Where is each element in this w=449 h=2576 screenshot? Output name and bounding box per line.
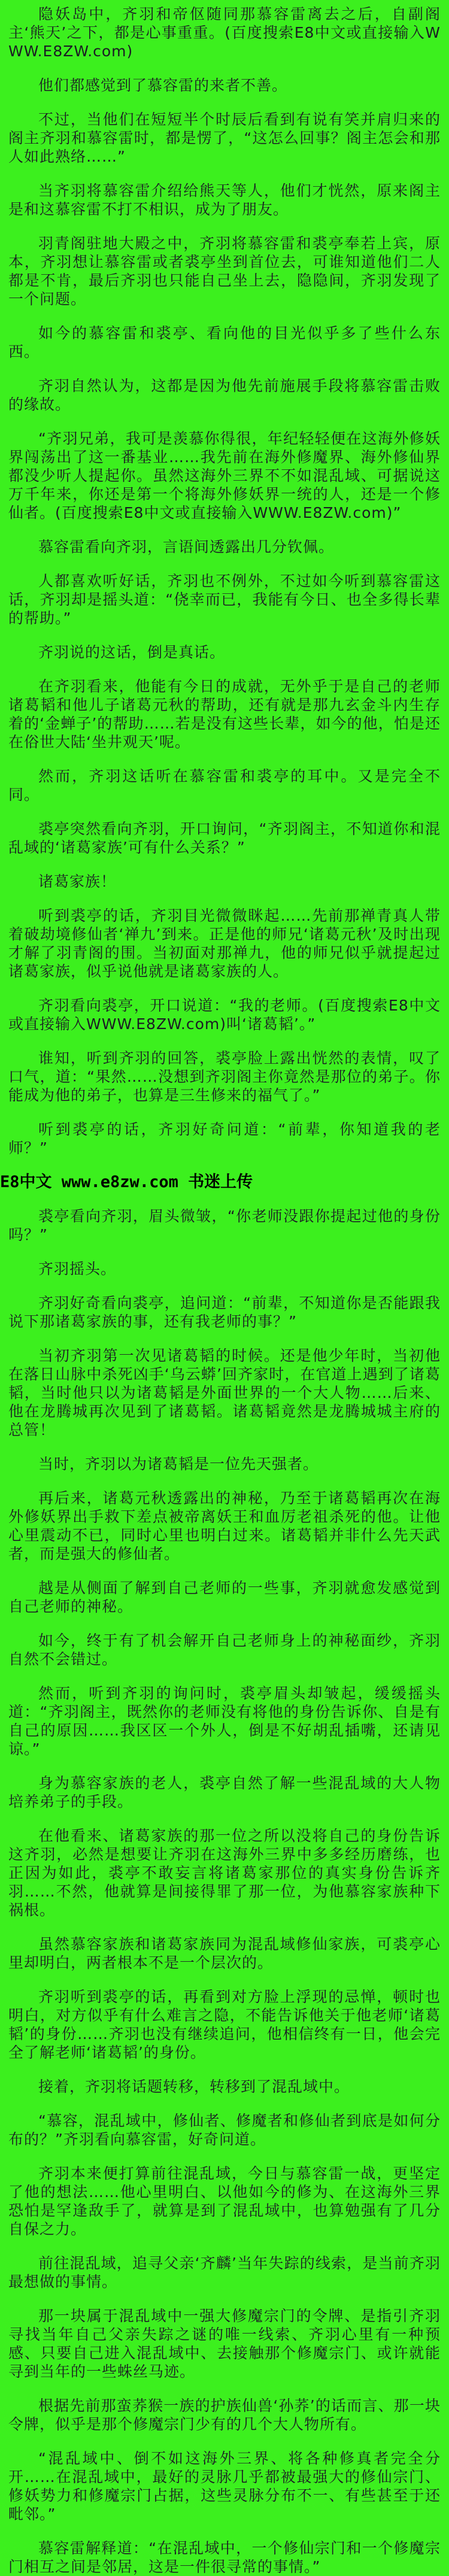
- novel-paragraph: 齐羽自然认为，这都是因为他先前施展手段将慕容雷击败的缘故。: [8, 377, 441, 413]
- novel-paragraph: 听到裘亭的话，齐羽目光微微眯起……先前那禅青真人带着破劫境修仙者‘禅九’到来。正是他的师兄‘诸葛元秋’及时出现才解了羽青阁的围。当初面对那禅九，他的师兄似乎就提起过诸葛家族，似乎说他就是诸葛家族的人。: [8, 907, 441, 980]
- novel-paragraph: 在齐羽看来，他能有今日的成就，无外乎于是自己的老师诸葛韬和他儿子诸葛元秋的帮助，还有就是那九玄金斗内生存着的‘金蝉子’的帮助……若是没有这些长辈，如今的他，怕是还在俗世大陆‘坐井观天’呢。: [8, 678, 441, 751]
- novel-paragraph: 他们都感觉到了慕容雷的来者不善。: [38, 77, 288, 94]
- novel-paragraph: 齐羽听到裘亭的话，再看到对方脸上浮现的忌惮，顿时也明白，对方似乎有什么难言之隐，不能告诉他关于他老师‘诸葛韬’的身份……齐羽也没有继续追问，他相信终有一日，他会完全了解老师‘诸葛韬’的身份。: [8, 1988, 441, 2061]
- novel-paragraph: 如今的慕容雷和裘亭、看向他的目光似乎多了些什么东西。: [8, 324, 441, 360]
- novel-paragraph: 慕容雷解释道：“在混乱域中，一个修仙宗门和一个修魔宗门相互之间是邻居，这是一件很寻常的事情。”: [8, 2539, 441, 2575]
- novel-paragraph: 谁知，听到齐羽的回答，裘亭脸上露出恍然的表情，叹了口气，道：“果然……没想到齐羽阁主你竟然是那位的弟子。你能成为他的弟子，也算是三生修来的福气了。”: [8, 1049, 441, 1104]
- novel-paragraph: “慕容，混乱域中，修仙者、修魔者和修仙者到底是如何分布的？”齐羽看向慕容雷，好奇问道。: [8, 2112, 441, 2148]
- novel-paragraph: 越是从侧面了解到自己老师的一些事，齐羽就愈发感觉到自己老师的神秘。: [8, 1579, 441, 1615]
- novel-paragraph: 虽然慕容家族和诸葛家族同为混乱域修仙家族，可裘亭心里却明白，两者根本不是一个层次的。: [8, 1935, 441, 1971]
- novel-paragraph: 齐羽说的这话，倒是真话。: [38, 644, 226, 661]
- novel-paragraph: 齐羽好奇看向裘亭，追问道：“前辈，不知道你是否能跟我说下那诸葛家族的事，还有我老师的事？”: [8, 1294, 441, 1330]
- novel-paragraph: 裘亭突然看向齐羽，开口询问，“齐羽阁主，不知道你和混乱域的‘诸葛家族’可有什么关系？”: [8, 820, 441, 856]
- novel-paragraph: 慕容雷看向齐羽，言语间透露出几分钦佩。: [38, 538, 335, 556]
- novel-paragraph: 听到裘亭的话，齐羽好奇问道：“前辈，你知道我的老师？”: [8, 1121, 441, 1157]
- novel-paragraph: 不过，当他们在短短半个时辰后看到有说有笑并肩归来的阁主齐羽和慕容雷时，都是愣了，“这怎么回事？阁主怎会和那人如此熟络……”: [8, 111, 441, 165]
- novel-paragraph: 然而，齐羽这话听在慕容雷和裘亭的耳中。又是完全不同。: [8, 767, 441, 803]
- novel-paragraph: 当齐羽将慕容雷介绍给熊天等人，他们才恍然，原来阁主是和这慕容雷不打不相识，成为了朋友。: [8, 182, 441, 218]
- novel-paragraph: 身为慕容家族的老人，裘亭自然了解一些混乱域的大人物培养弟子的手段。: [8, 1774, 441, 1810]
- novel-paragraph: 那一块属于混乱域中一强大修魔宗门的令牌、是指引齐羽寻找当年自己父亲失踪之谜的唯一线索、齐羽心里有一种预感、只要自己进入混乱域中、去接触那个修魔宗门、或许就能寻到当年的一些蛛丝马迹。: [8, 2307, 441, 2380]
- novel-paragraph: 然而，听到齐羽的询问时，裘亭眉头却皱起，缓缓摇头道：“齐羽阁主，既然你的老师没有将他的身份告诉你、自是有自己的原因……我区区一个外人，倒是不好胡乱插嘴，还请见谅。”: [8, 1685, 441, 1758]
- site-upload-watermark: E8中文 www.e8zw.com 书迷上传: [0, 1173, 253, 1191]
- novel-paragraph: 在他看来、诸葛家族的那一位之所以没将自己的身份告诉这齐羽，必然是想要让齐羽在这海外三界中多多经历磨练，也正因为如此，裘亭不敢妄言将诸葛家那位的真实身份告诉齐羽……不然，他就算是间接得罪了那一位，为他慕容家族种下祸根。: [8, 1827, 441, 1919]
- novel-paragraph: 诸葛家族！: [38, 873, 117, 890]
- novel-paragraph: 齐羽本来便打算前往混乱域，今日与慕容雷一战，更坚定了他的想法……他心里明白、以他如今的修为、在这海外三界恐怕是罕逢敌手了，就算是到了混乱域中，也算勉强有了几分自保之力。: [8, 2165, 441, 2238]
- novel-paragraph: 齐羽看向裘亭，开口说道：“我的老师。(百度搜索E8中文或直接输入WWW.E8ZW.com)叫‘诸葛韬’。”: [8, 997, 441, 1033]
- novel-paragraph: 接着，齐羽将话题转移，转移到了混乱域中。: [38, 2078, 350, 2095]
- novel-paragraph: 根据先前那蛮荞猴一族的护族仙兽‘孙荞’的话而言、那一块令牌，似乎是那个修魔宗门少有的几个大人物所有。: [8, 2397, 441, 2433]
- novel-paragraph: 人都喜欢听好话，齐羽也不例外，不过如今听到慕容雷这话，齐羽却是摇头道：“侥幸而已，我能有今日、也全多得长辈的帮助。”: [8, 572, 441, 627]
- novel-content: [0, 5, 441, 2576]
- novel-paragraph: 齐羽摇头。: [38, 1260, 117, 1278]
- novel-paragraph: “齐羽兄弟，我可是羡慕你得很，年纪轻轻便在这海外修妖界闯荡出了这一番基业……我先前在海外修魔界、海外修仙界都没少听人提起你。虽然这海外三界不不如混乱域、可据说这万千年来，你还是第一个将海外修妖界一统的人，还是一个修仙者。(百度搜索E8中文或直接输入WWW.E8ZW.com)”: [8, 430, 441, 521]
- novel-paragraph: 羽青阁驻地大殿之中，齐羽将慕容雷和裘亭奉若上宾，原本，齐羽想让慕容雷或者裘亭坐到首位去，可谁知道他们二人都是不肯，最后齐羽也只能自己坐上去，隐隐间，齐羽发现了一个问题。: [8, 235, 441, 308]
- novel-paragraph: 当时，齐羽以为诸葛韬是一位先天强者。: [38, 1455, 319, 1473]
- novel-paragraph: 当初齐羽第一次见诸葛韬的时候。还是他少年时，当初他在落日山脉中杀死凶手‘乌云蟒’回齐家时，在官道上遇到了诸葛韬，当时他只以为诸葛韬是外面世界的一个大人物……后来、他在龙腾城再次见到了诸葛韬。诸葛韬竟然是龙腾城城主府的总管！: [8, 1347, 441, 1439]
- novel-paragraph: 裘亭看向齐羽，眉头微皱，“你老师没跟你提起过他的身份吗？”: [8, 1207, 441, 1243]
- novel-paragraph: “混乱域中、倒不如这海外三界、将各种修真者完全分开……在混乱域中，最好的灵脉几乎都被最强大的修仙宗门、修妖势力和修魔宗门占据，这些灵脉分布不一、有些甚至于还毗邻。”: [8, 2450, 441, 2523]
- novel-paragraph: 再后来，诸葛元秋透露出的神秘，乃至于诸葛韬再次在海外修妖界出手救下差点被帝离妖王和血厉老祖杀死的他。让他心里震动不已，同时心里也明白过来。诸葛韬并非什么先天武者，而是强大的修仙者。: [8, 1489, 441, 1562]
- novel-paragraph: 隐妖岛中，齐羽和帝伛随同那慕容雷离去之后，自副阁主‘熊天’之下，都是心事重重。(百度搜索E8中文或直接输入WWW.E8ZW.com): [8, 5, 441, 60]
- novel-paragraph: 前往混乱域，追寻父亲‘齐麟’当年失踪的线索，是当前齐羽最想做的事情。: [8, 2255, 441, 2290]
- novel-paragraph: 如今，终于有了机会解开自己老师身上的神秘面纱，齐羽自然不会错过。: [8, 1632, 441, 1668]
